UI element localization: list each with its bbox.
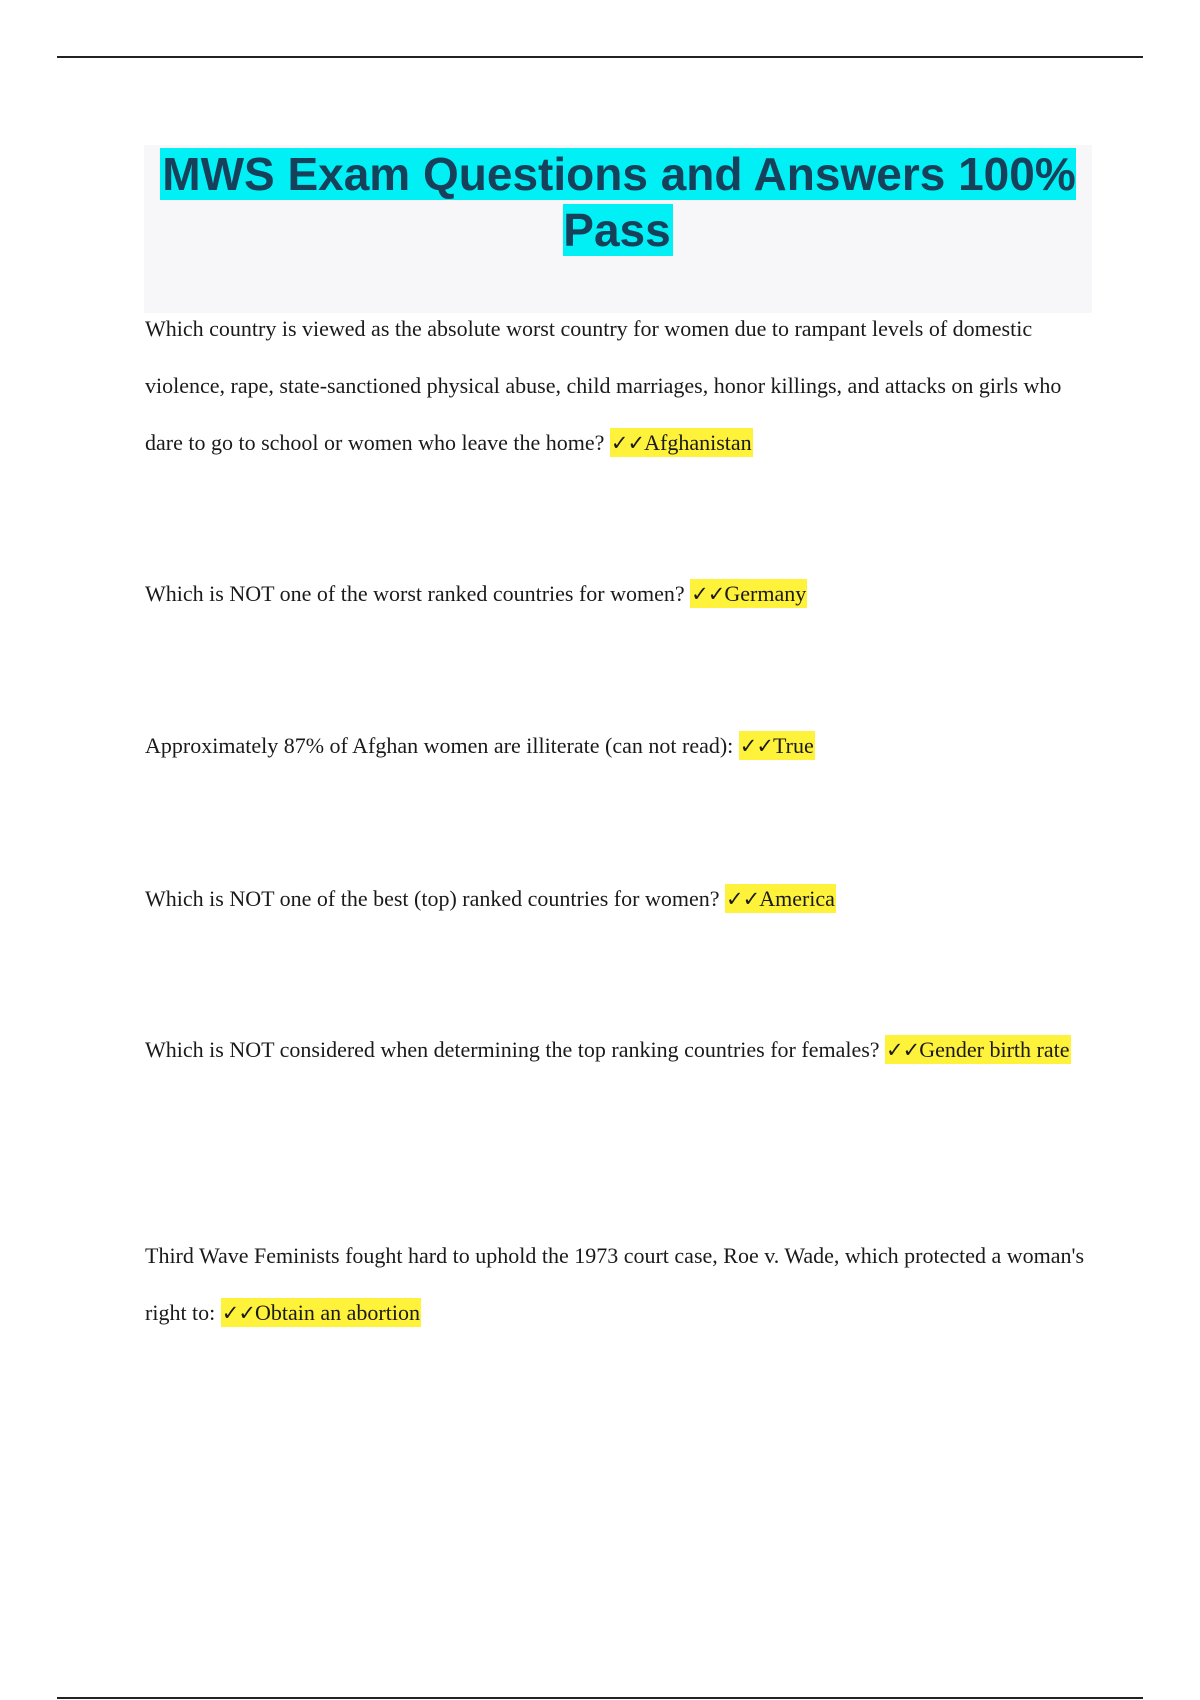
qa-item-1 [145, 300, 1085, 472]
bottom-rule [57, 1697, 1143, 1699]
question-text: Which is NOT considered when determining the top ranking countries for females? [145, 1037, 880, 1062]
question-text: Which country is viewed as the absolute worst country for women due to rampant levels of domestic violence, rape, state-sanctioned physical abuse, child marriages, honor killings, and attacks on girls who dare to go to school or women who leave the home? [145, 316, 1062, 455]
answer-text: America [759, 886, 835, 911]
answer-text: Afghanistan [644, 430, 752, 455]
double-check-icon: ✓✓ [691, 582, 725, 606]
double-check-icon: ✓✓ [610, 431, 645, 455]
answer-highlight [739, 731, 815, 760]
qa-item-2 [145, 565, 1085, 623]
answer-text: Obtain an abortion [254, 1300, 420, 1325]
question-text: Approximately 87% of Afghan women are illiterate (can not read): [145, 733, 734, 758]
answer-highlight [690, 579, 807, 608]
answer-text: True [773, 733, 814, 758]
qa-item-5 [145, 1021, 1085, 1079]
answer-highlight [885, 1035, 1070, 1064]
question-text: Third Wave Feminists fought hard to uphold the 1973 court case, Roe v. Wade, which protected a woman's right to: [145, 1243, 1085, 1325]
answer-highlight [610, 428, 753, 457]
top-rule [57, 56, 1143, 58]
document-title-text: MWS Exam Questions and Answers 100% Pass [162, 148, 1076, 256]
title-banner [144, 145, 1092, 313]
double-check-icon: ✓✓ [221, 1301, 255, 1325]
double-check-icon: ✓✓ [725, 887, 760, 911]
answer-text: Gender birth rate [919, 1037, 1070, 1062]
double-check-icon: ✓✓ [886, 1038, 920, 1062]
answer-highlight [725, 884, 836, 913]
qa-item-6 [145, 1227, 1085, 1342]
answer-text: Germany [724, 581, 807, 606]
qa-item-3 [145, 717, 1085, 775]
double-check-icon: ✓✓ [739, 734, 773, 758]
answer-highlight [221, 1298, 421, 1327]
document-title [144, 145, 1092, 258]
qa-item-4 [145, 870, 1085, 928]
question-text: Which is NOT one of the worst ranked countries for women? [145, 581, 685, 606]
question-text: Which is NOT one of the best (top) ranked countries for women? [145, 886, 720, 911]
